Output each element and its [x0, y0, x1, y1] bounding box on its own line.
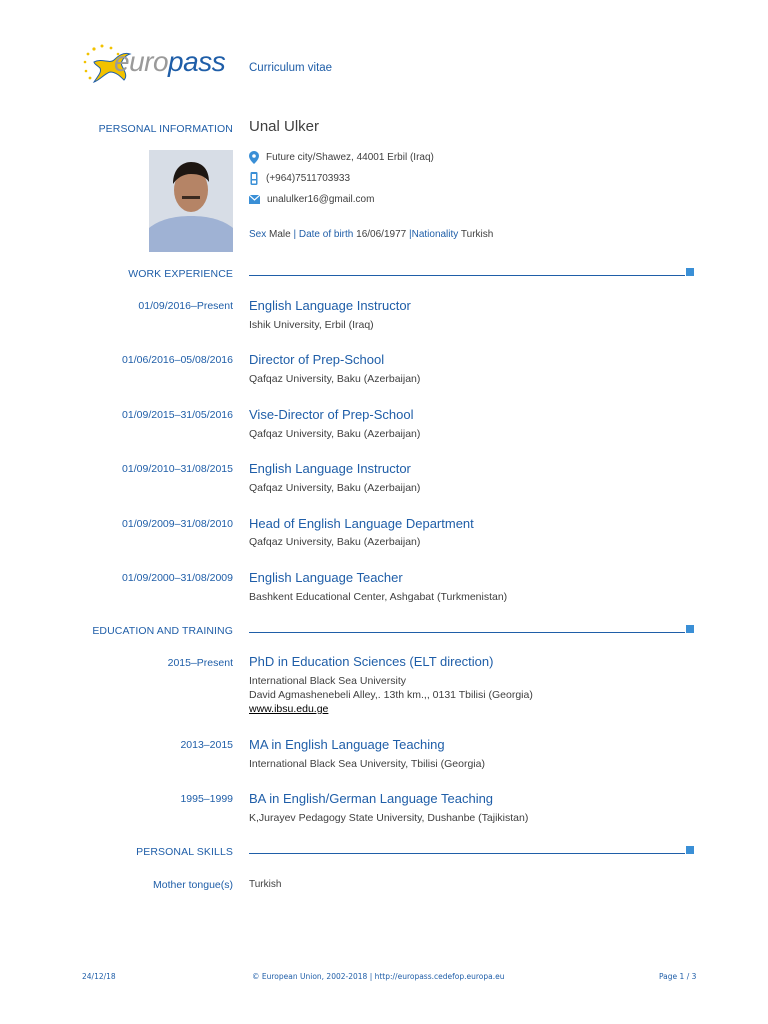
work-item-title: English Language Teacher	[249, 570, 403, 585]
education-section-marker	[686, 625, 694, 633]
footer-page-number: Page 1 / 3	[659, 972, 697, 981]
work-item-date: 01/09/2010–31/08/2015	[122, 463, 233, 475]
work-section-label: WORK EXPERIENCE	[128, 268, 233, 280]
logo-pass: pass	[168, 46, 226, 77]
europass-logo	[80, 40, 240, 90]
mother-tongue-value: Turkish	[249, 879, 282, 890]
skills-section-marker	[686, 846, 694, 854]
doc-type: Curriculum vitae	[249, 62, 333, 74]
education-item-org: International Black Sea University	[249, 675, 406, 687]
mother-tongue-label: Mother tongue(s)	[153, 879, 233, 891]
skills-section-rule	[249, 853, 685, 854]
work-item-title: Head of English Language Department	[249, 516, 474, 531]
work-item-title: English Language Instructor	[249, 461, 411, 476]
nationality-value: Turkish	[460, 229, 494, 240]
footer-copyright: © European Union, 2002-2018 | http://europass.cedefop.europa.eu	[252, 972, 505, 981]
phone-row	[249, 171, 350, 185]
education-item-org: K,Jurayev Pedagogy State University, Dushanbe (Tajikistan)	[249, 812, 529, 824]
work-item-date: 01/06/2016–05/08/2016	[122, 354, 233, 366]
separator-2: |	[408, 229, 412, 240]
work-section-marker	[686, 268, 694, 276]
education-item-date: 2015–Present	[167, 657, 233, 669]
mobile-phone-icon	[249, 172, 259, 185]
work-item-org: Bashkent Educational Center, Ashgabat (Turkmenistan)	[249, 591, 508, 603]
education-section-label: EDUCATION AND TRAINING	[92, 625, 233, 637]
work-item-date: 01/09/2009–31/08/2010	[122, 518, 233, 530]
work-section-rule	[249, 275, 685, 276]
location-pin-icon	[249, 151, 259, 164]
sex-value: Male	[269, 229, 291, 240]
logo-wordmark	[114, 46, 225, 78]
education-item-org: International Black Sea University, Tbilisi (Georgia)	[249, 758, 485, 770]
envelope-icon	[249, 195, 260, 204]
work-item-date: 01/09/2015–31/05/2016	[122, 409, 233, 421]
nationality-label: Nationality	[411, 229, 459, 240]
work-item-org: Qafqaz University, Baku (Azerbaijan)	[249, 482, 421, 494]
work-item-title: English Language Instructor	[249, 298, 411, 313]
address-text: Future city/Shawez, 44001 Erbil (Iraq)	[266, 151, 434, 163]
education-item-date: 2013–2015	[180, 739, 233, 751]
person-name: Unal Ulker	[249, 118, 320, 135]
education-item-date: 1995–1999	[180, 793, 233, 805]
education-item-title: PhD in Education Sciences (ELT direction)	[249, 654, 494, 669]
education-item-address: David Agmashenebeli Alley,. 13th km.,, 0131 Tbilisi (Georgia)	[249, 689, 533, 701]
person-photo-icon	[149, 150, 233, 252]
separator-1: |	[293, 229, 297, 240]
education-item-title: BA in English/German Language Teaching	[249, 791, 494, 806]
personal-section-label: PERSONAL INFORMATION	[98, 123, 233, 135]
work-item-date: 01/09/2000–31/08/2009	[122, 572, 233, 584]
work-item-org: Ishik University, Erbil (Iraq)	[249, 319, 374, 331]
logo-euro: euro	[114, 46, 169, 77]
education-item-link-row	[249, 702, 328, 716]
work-item-title: Director of Prep-School	[249, 352, 385, 367]
work-item-org: Qafqaz University, Baku (Azerbaijan)	[249, 536, 421, 548]
dob-value: 16/06/1977	[356, 229, 407, 240]
email-text[interactable]: unalulker16@gmail.com	[267, 193, 375, 205]
address-row	[249, 150, 434, 164]
university-website-link[interactable]: www.ibsu.edu.ge	[249, 703, 329, 715]
work-item-title: Vise-Director of Prep-School	[249, 407, 414, 422]
personal-details-line	[249, 229, 493, 240]
education-section-rule	[249, 632, 685, 633]
footer-date: 24/12/18	[82, 972, 116, 981]
work-item-date: 01/09/2016–Present	[138, 300, 233, 312]
education-item-title: MA in English Language Teaching	[249, 737, 445, 752]
dob-label: Date of birth	[298, 229, 354, 240]
phone-text: (+964)7511703933	[266, 172, 351, 184]
work-item-org: Qafqaz University, Baku (Azerbaijan)	[249, 428, 421, 440]
skills-section-label: PERSONAL SKILLS	[136, 846, 233, 858]
sex-label: Sex	[249, 229, 267, 240]
photo	[149, 150, 233, 252]
email-row	[249, 192, 374, 206]
work-item-org: Qafqaz University, Baku (Azerbaijan)	[249, 373, 421, 385]
